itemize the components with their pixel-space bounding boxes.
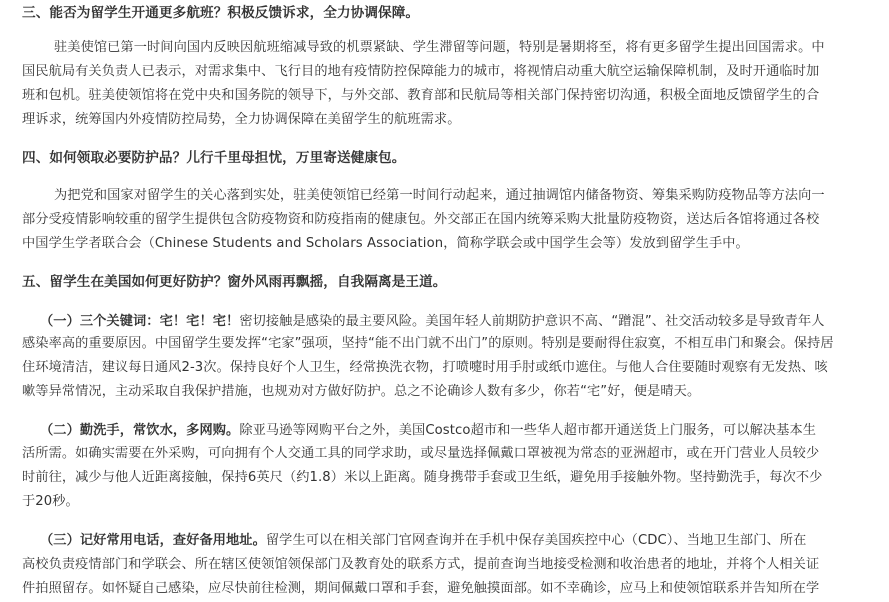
section-5-p2-line-2: 活所需。如确实需要在外采购，可向拥有个人交通工具的同学求助，或尽量选择佩戴口罩被视为常态的亚洲超市，或在开门营业人员较少: [22, 446, 820, 461]
section-5-p2-line-3: 时前往，减少与他人近距离接触，保持6英尺（约1.8）米以上距离。随身携带手套或卫生纸，避免用手接触外物。坚持勤洗手，每次不少: [22, 470, 823, 485]
section-5-p1-line-1: [40, 312, 825, 332]
section-5-p3-strong: （三）记好常用电话，查好备用地址。: [40, 533, 266, 548]
section-3-line-1: 驻美使馆已第一时间向国内反映因航班缩减导致的机票紧缺、学生滞留等问题，特别是暑期将至，将有更多留学生提出回国需求。中: [54, 40, 825, 55]
section-3-line-3: 班和包机。驻美使领馆将在党中央和国务院的领导下，与外交部、教育部和民航局等相关部门保持密切沟通，积极全面地反馈留学生的合: [22, 88, 820, 103]
section-5-p1-line-3: 住环境清洁，建议每日通风2-3次。保持良好个人卫生，经常换洗衣物，打喷嚏时用手肘或纸巾遮住。与他人合住要随时观察有无发热、咳: [22, 360, 828, 375]
section-5-p2-strong: （二）勤洗手，常饮水，多网购。: [40, 423, 240, 438]
section-4-line-3: 中国学生学者联合会（Chinese Students and Scholars Association，简称学联会或中国学生会等）发放到留学生手中。: [22, 236, 749, 251]
section-5-p1-line-4: 嗽等异常情况，主动采取自我保护措施，也规劝对方做好防护。总之不论确诊人数有多少，你若“宅”好，便是晴天。: [22, 384, 701, 399]
section-4-heading: 四、如何领取必要防护品？儿行千里母担忧，万里寄送健康包。: [22, 150, 406, 166]
section-3-line-2: 国民航局有关负责人已表示，对需求集中、飞行目的地有疫情防控保障能力的城市，将视情启动重大航空运输保障机制，及时开通临时加: [22, 64, 820, 79]
section-5-p2-line-4: 于20秒。: [22, 494, 79, 509]
section-4-line-1: 为把党和国家对留学生的关心落到实处，驻美使领馆已经第一时间行动起来，通过抽调馆内储备物资、筹集采购防疫物品等方法向一: [54, 188, 825, 203]
section-5-p1-first-rest: 密切接触是感染的最主要风险。美国年轻人前期防护意识不高、“蹭混”、社交活动较多是导致青年人: [239, 314, 825, 329]
section-5-p2-line-1: [40, 421, 816, 441]
section-5-p2-first-rest: 除亚马逊等网购平台之外，美国Costco超市和一些华人超市都开通送货上门服务，可以解决基本生: [239, 423, 817, 438]
section-5-p3-first-rest: 留学生可以在相关部门官网查询并在手机中保存美国疾控中心（CDC）、当地卫生部门、所在: [265, 533, 807, 548]
section-4-line-2: 部分受疫情影响较重的留学生提供包含防疫物资和防疫指南的健康包。外交部正在国内统筹采购大批量防疫物资，送达后各馆将通过各校: [22, 212, 820, 227]
section-5-heading: 五、留学生在美国如何更好防护？窗外风雨再飘摇，自我隔离是王道。: [22, 274, 447, 290]
section-5-p3-line-2: 高校负责疫情部门和学联会、所在辖区使领馆领保部门及教育处的联系方式，提前查询当地接受检测和收治患者的地址，并将个人相关证: [22, 557, 820, 572]
section-3-line-4: 理诉求，统筹国内外疫情防控局势，全力协调保障在美留学生的航班需求。: [22, 112, 461, 127]
section-5-p3-line-3: 件拍照留存。如怀疑自己感染，应尽快前往检测，期间佩戴口罩和手套，避免触摸面部。如不幸确诊，应马上和使领馆联系并告知所在学: [22, 581, 820, 596]
section-5-p3-line-1: [40, 531, 806, 551]
section-3-heading: 三、能否为留学生开通更多航班？积极反馈诉求，全力协调保障。: [22, 5, 420, 21]
section-5-p1-line-2: 感染率高的重要原因。中国留学生要发挥“宅家”强项，坚持“能不出门就不出门”的原则。特别是要耐得住寂寞，不相互串门和聚会。保持居: [22, 336, 834, 351]
section-5-p1-strong: （一）三个关键词：宅！宅！宅！: [40, 314, 240, 329]
